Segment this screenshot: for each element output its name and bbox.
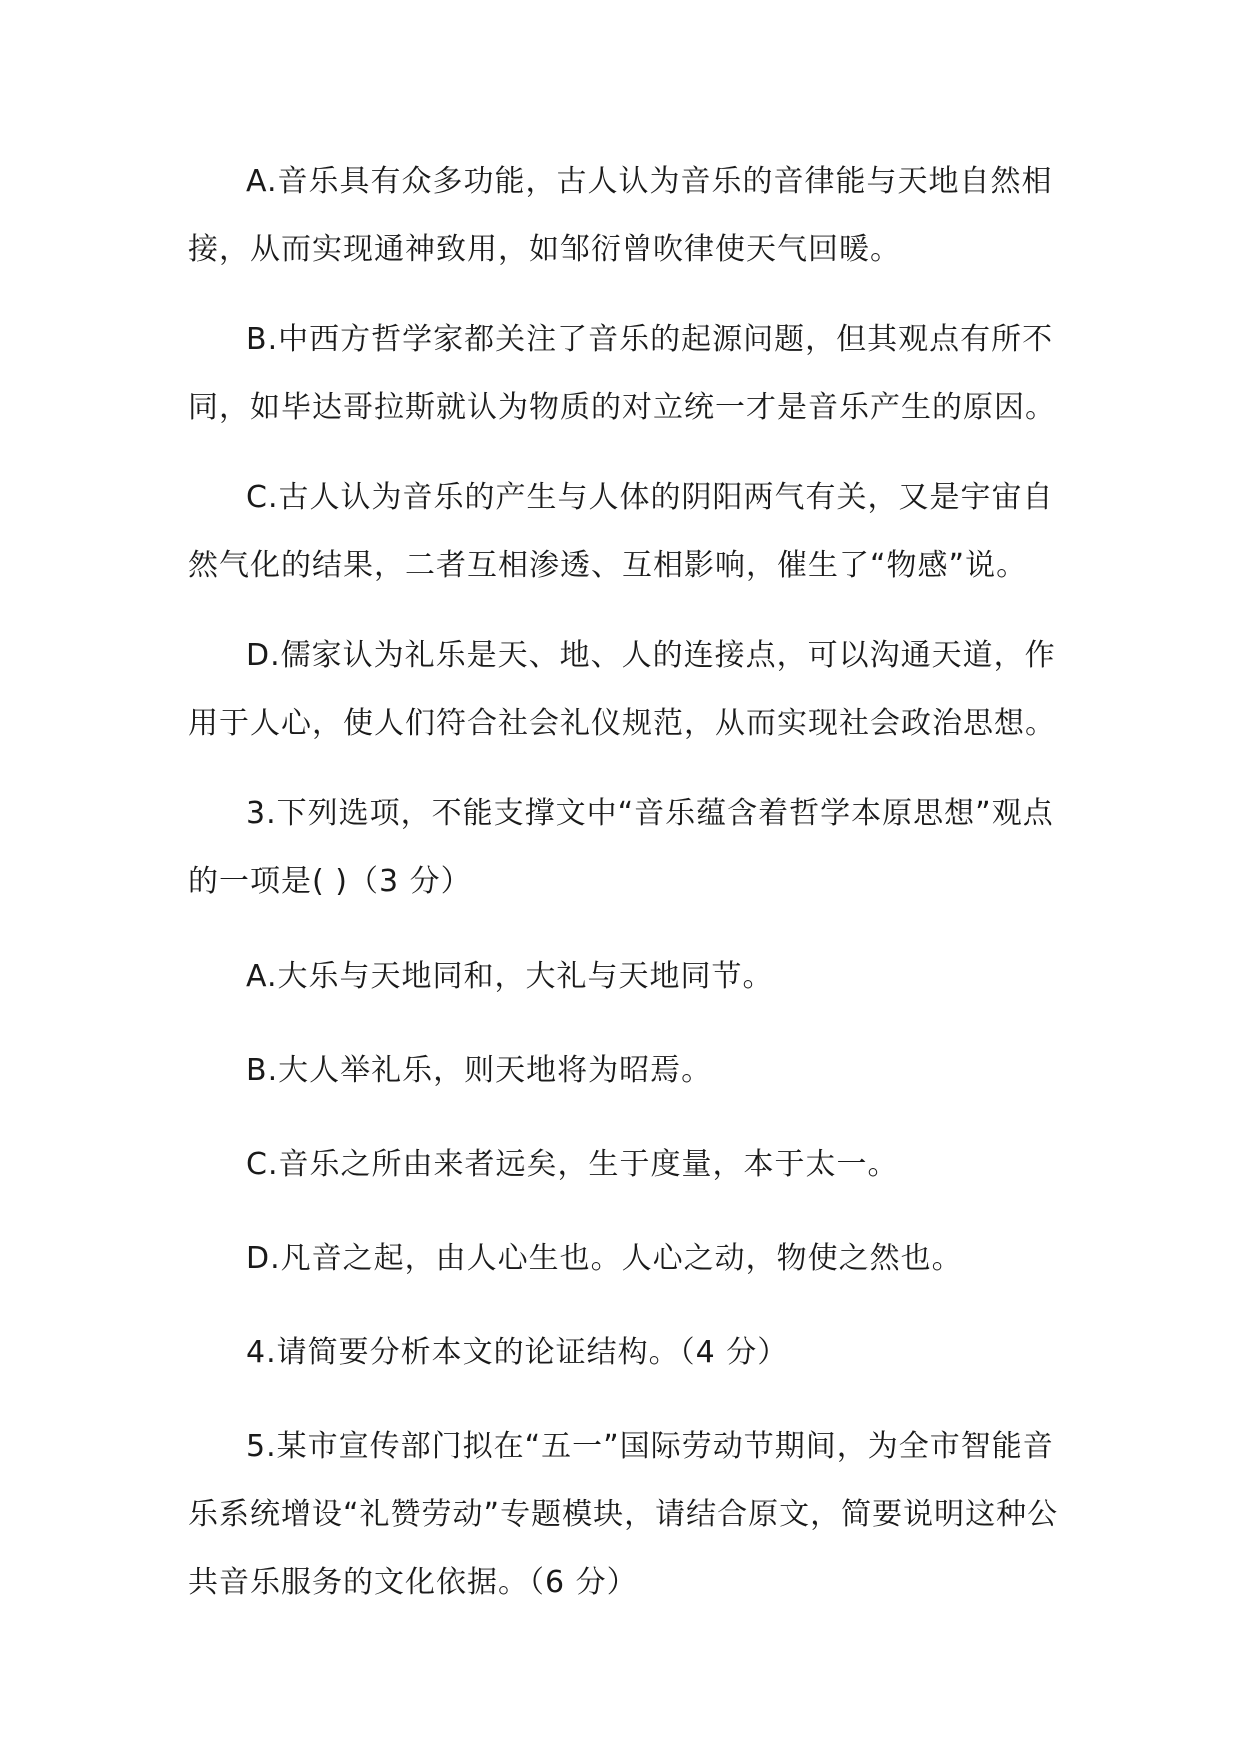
- q3-option-d: D.凡音之起，由人心生也。人心之动，物使之然也。: [246, 1241, 963, 1276]
- q2-option-c: C.古人认为音乐的产生与人体的阴阳两气有关，又是宇宙自然气化的结果，二者互相渗透、互相影响，催生了“物感”说。: [188, 480, 1054, 583]
- q3-option-c: C.音乐之所由来者远矣，生于度量，本于太一。: [246, 1147, 899, 1182]
- q2-option-d: D.儒家认为礼乐是天、地、人的连接点，可以沟通天道，作用于人心，使人们符合社会礼仪规范，从而实现社会政治思想。: [188, 638, 1056, 741]
- question-4-stem: 4.请简要分析本文的论证结构。（4 分）: [246, 1335, 789, 1370]
- q2-option-b: B.中西方哲学家都关注了音乐的起源问题，但其观点有所不同，如毕达哥拉斯就认为物质的对立统一才是音乐产生的原因。: [188, 322, 1056, 425]
- q3-option-a: A.大乐与天地同和，大礼与天地同节。: [246, 959, 774, 994]
- q2-option-a: A.音乐具有众多功能，古人认为音乐的音律能与天地自然相接，从而实现通神致用，如邹衍曾吹律使天气回暖。: [188, 164, 1053, 267]
- question-5-stem: 5.某市宣传部门拟在“五一”国际劳动节期间，为全市智能音乐系统增设“礼赞劳动”专题模块，请结合原文，简要说明这种公共音乐服务的文化依据。（6 分）: [188, 1429, 1059, 1600]
- question-3-stem: 3.下列选项，不能支撑文中“音乐蕴含着哲学本原思想”观点的一项是( )（3 分）: [188, 796, 1054, 899]
- q3-option-b: B.大人举礼乐，则天地将为昭焉。: [246, 1053, 713, 1088]
